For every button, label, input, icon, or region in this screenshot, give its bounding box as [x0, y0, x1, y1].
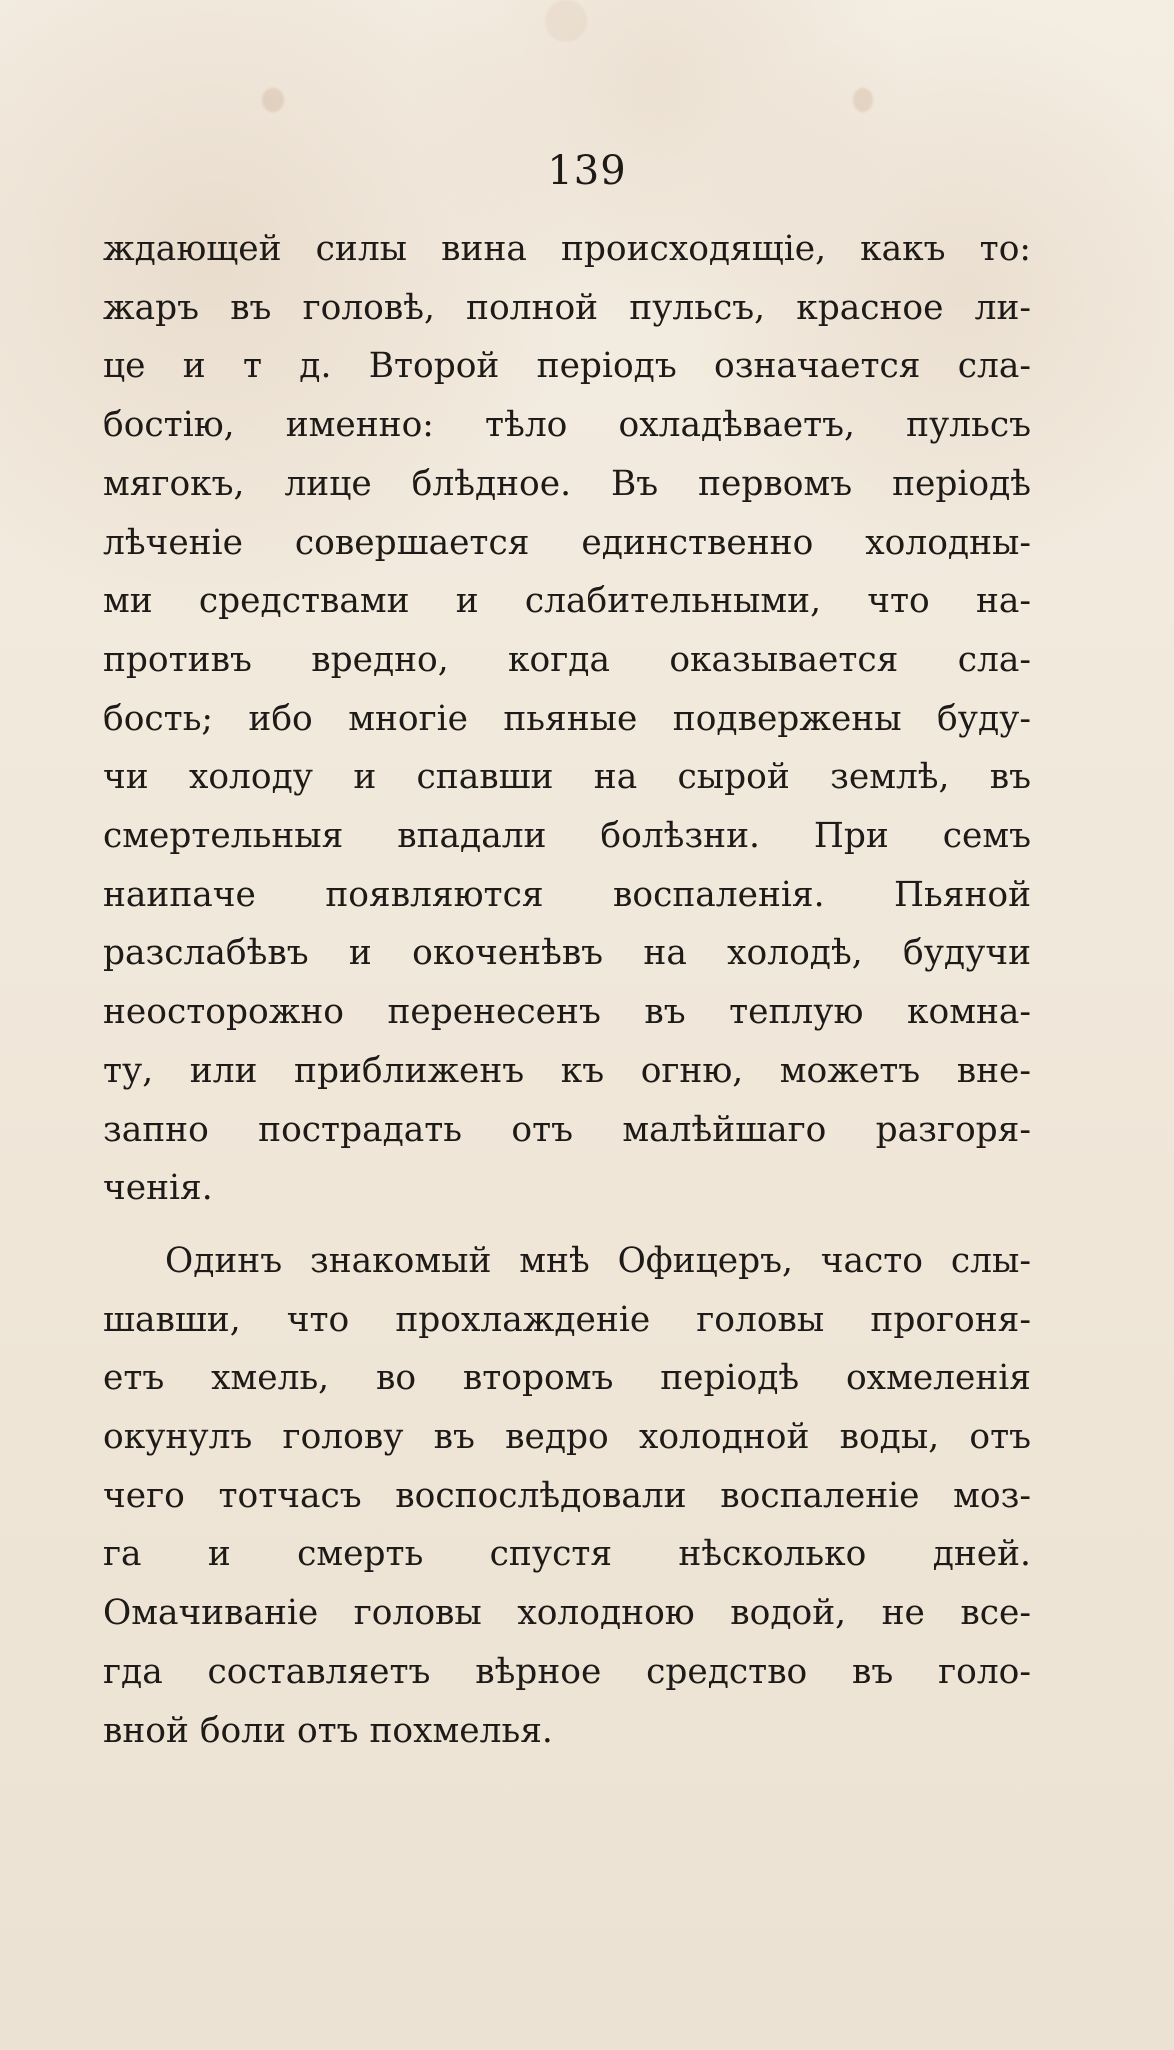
text-line: лѣченіе совершается единственно холодны- [103, 522, 1031, 563]
text-line: бостію, именно: тѣло охладѣваетъ, пульсъ [103, 405, 1031, 446]
text-line: наипаче появляются воспаленія. Пьяной [103, 874, 1031, 915]
text-line: шавши, что прохлажденіе головы прогоня- [103, 1299, 1031, 1340]
text-line: жаръ въ головѣ, полной пульсъ, красное ли- [103, 287, 1031, 328]
text-line: га и смерть спустя нѣсколько дней. [103, 1534, 1031, 1575]
text-line: чи холоду и спавши на сырой землѣ, въ [103, 757, 1031, 798]
text-line: етъ хмель, во второмъ періодѣ охмеленія [103, 1358, 1031, 1399]
page-stain [262, 88, 284, 112]
text-line: мягокъ, лице блѣдное. Въ первомъ періодѣ [103, 463, 1031, 504]
page-stain [853, 88, 873, 112]
page-number: 139 [547, 148, 627, 194]
text-line: смертельныя впадали болѣзни. При семъ [103, 816, 1031, 857]
text-line: це и т д. Второй періодъ означается сла- [103, 346, 1031, 387]
text-line: чего тотчасъ воспослѣдовали воспаленіе моз- [103, 1475, 1031, 1516]
text-line: гда составляетъ вѣрное средство въ голо- [103, 1651, 1031, 1692]
body-text [103, 220, 1031, 1760]
text-line: Одинъ знакомый мнѣ Офицеръ, часто слы- [165, 1240, 1031, 1281]
text-line: запно пострадать отъ малѣйшаго разгоря- [103, 1109, 1031, 1150]
text-line: ченія. [103, 1168, 213, 1209]
text-line: ми средствами и слабительными, что на- [103, 581, 1031, 622]
text-line: противъ вредно, когда оказывается сла- [103, 639, 1031, 680]
paragraph-gap [103, 1218, 1031, 1232]
text-line: бость; ибо многіе пьяные подвержены буду- [103, 698, 1031, 739]
text-line: ту, или приближенъ къ огню, можетъ вне- [103, 1050, 1031, 1091]
text-line: ждающей силы вина происходящіе, какъ то: [103, 229, 1031, 269]
text-line: окунулъ голову въ ведро холодной воды, отъ [103, 1417, 1031, 1458]
text-line: вной боли отъ похмелья. [103, 1710, 553, 1751]
text-line: Омачиваніе головы холодною водой, не все- [103, 1593, 1031, 1634]
text-line: разслабѣвъ и окоченѣвъ на холодѣ, будучи [103, 933, 1031, 974]
page-stain [545, 0, 587, 42]
text-line: неосторожно перенесенъ въ теплую комна- [103, 992, 1031, 1033]
